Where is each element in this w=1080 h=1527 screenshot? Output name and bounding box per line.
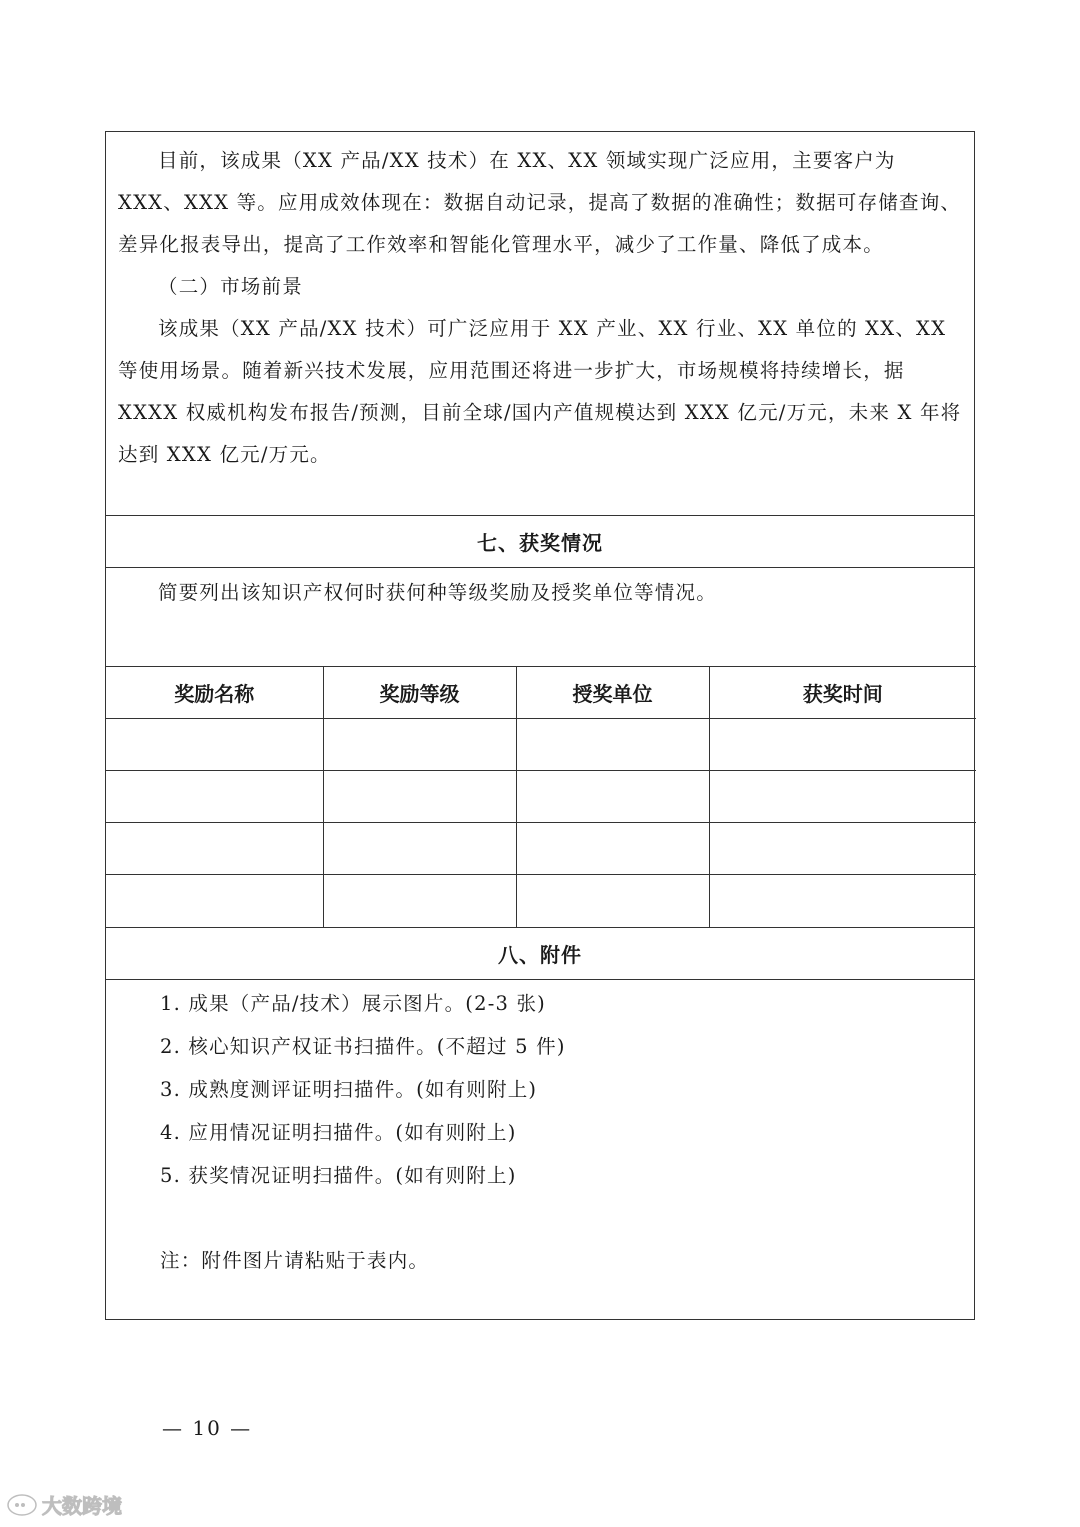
attachment-note: 注：附件图片请粘贴于表内。	[160, 1248, 430, 1272]
table-cell[interactable]	[709, 823, 976, 875]
table-cell[interactable]	[106, 771, 323, 823]
table-cell[interactable]	[516, 719, 709, 771]
market-subheading: （二）市场前景	[158, 275, 303, 298]
market-paragraph: 该成果（XX 产品/XX 技术）可广泛应用于 XX 产业、XX 行业、XX 单位的 XX、XX 等使用场景。随着新兴技术发展，应用范围还将进一步扩大，市场规模将持续增长，据 XXXX 权威机构发布报告/预测，目前全球/国内产值规模达到 XXX 亿元/万元，未来 X 年将达到 XXX 亿元/万元。	[118, 317, 962, 466]
table-cell[interactable]	[323, 875, 516, 927]
attachment-item: 5. 获奖情况证明扫描件。(如有则附上)	[160, 1163, 517, 1187]
watermark	[6, 1490, 122, 1519]
page-number: — 10 —	[162, 1416, 253, 1440]
table-cell[interactable]	[323, 719, 516, 771]
attachments-section	[106, 979, 974, 1319]
table-cell[interactable]	[106, 875, 323, 927]
awards-heading: 七、获奖情况	[106, 515, 974, 567]
table-row	[106, 719, 976, 771]
column-header-award-level: 奖励等级	[323, 667, 516, 719]
table-row	[106, 823, 976, 875]
table-row	[106, 771, 976, 823]
table-cell[interactable]	[516, 771, 709, 823]
column-header-award-time: 获奖时间	[709, 667, 976, 719]
table-row	[106, 875, 976, 927]
table-cell[interactable]	[323, 771, 516, 823]
chat-bubble-icon	[6, 1493, 38, 1517]
application-section	[106, 132, 974, 515]
table-cell[interactable]	[106, 823, 323, 875]
awards-intro: 简要列出该知识产权何时获何种等级奖励及授奖单位等情况。	[158, 581, 717, 604]
table-cell[interactable]	[516, 875, 709, 927]
table-cell[interactable]	[106, 719, 323, 771]
attachment-item: 4. 应用情况证明扫描件。(如有则附上)	[160, 1120, 517, 1144]
awards-header-row	[106, 667, 976, 719]
awards-intro-cell	[106, 567, 974, 666]
column-header-award-name: 奖励名称	[106, 667, 323, 719]
table-cell[interactable]	[323, 823, 516, 875]
application-paragraph: 目前，该成果（XX 产品/XX 技术）在 XX、XX 领域实现广泛应用，主要客户为 XXX、XXX 等。应用成效体现在：数据自动记录，提高了数据的准确性；数据可存储查询、差异化报表导出，提高了工作效率和智能化管理水平，减少了工作量、降低了成本。	[118, 149, 962, 256]
watermark-text: 大数跨境	[42, 1494, 122, 1518]
attachment-item: 3. 成熟度测评证明扫描件。(如有则附上)	[160, 1077, 538, 1101]
form-frame	[105, 131, 975, 1320]
attachments-heading: 八、附件	[106, 927, 974, 979]
attachment-item: 2. 核心知识产权证书扫描件。(不超过 5 件)	[160, 1034, 566, 1058]
column-header-granting-unit: 授奖单位	[516, 667, 709, 719]
attachment-item: 1. 成果（产品/技术）展示图片。(2-3 张)	[160, 991, 546, 1015]
table-cell[interactable]	[709, 875, 976, 927]
table-cell[interactable]	[709, 719, 976, 771]
table-cell[interactable]	[516, 823, 709, 875]
table-cell[interactable]	[709, 771, 976, 823]
awards-table	[106, 666, 976, 927]
